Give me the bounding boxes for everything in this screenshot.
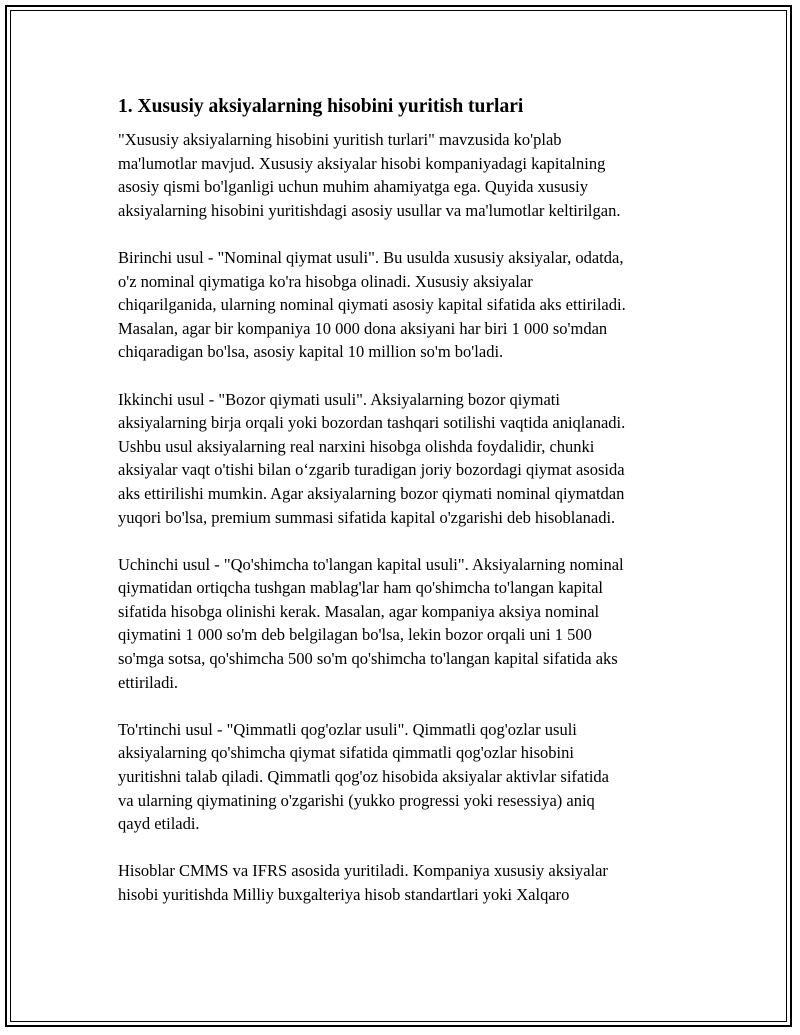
paragraph-standards bbox=[118, 859, 688, 906]
text-line: Birinchi usul - "Nominal qiymat usuli". Bu usulda xususiy aksiyalar, odatda, bbox=[118, 247, 624, 267]
text-line: To'rtinchi usul - "Qimmatli qog'ozlar usuli". Qimmatli qog'ozlar usuli bbox=[118, 719, 577, 739]
paragraph-third-method bbox=[118, 553, 688, 695]
text-line: qayd etiladi. bbox=[118, 814, 200, 834]
text-line: ettiriladi. bbox=[118, 672, 179, 692]
text-line: aksiyalarning birja orqali yoki bozordan tashqari sotilishi vaqtida aniqlanadi. bbox=[118, 413, 626, 433]
text-line: hisobi yuritishda Milliy buxgalteriya hisob standartlari yoki Xalqaro bbox=[118, 885, 570, 904]
text-line: Ushbu usul aksiyalarning real narxini hisobga olishda foydalidir, chunki bbox=[118, 436, 595, 456]
text-line: yuqori bo'lsa, premium summasi sifatida kapital o'zgarishi deb hisoblanadi. bbox=[118, 507, 616, 527]
text-line: "Xususiy aksiyalarning hisobini yuritish turlari" mavzusida ko'plab bbox=[118, 130, 562, 149]
paragraph-second-method bbox=[118, 388, 688, 530]
text-line: qiymatidan ortiqcha tushgan mablag'lar ham qo'shimcha to'langan kapital bbox=[118, 578, 603, 598]
paragraph-first-method bbox=[118, 246, 688, 364]
text-line: Uchinchi usul - "Qo'shimcha to'langan kapital usuli". Aksiyalarning nominal bbox=[118, 554, 624, 574]
text-line: aksiyalarning hisobini yuritishdagi asosiy usullar va ma'lumotlar keltirilgan. bbox=[118, 200, 621, 220]
text-line: chiqarilganida, ularning nominal qiymati asosiy kapital sifatida aks ettiriladi. bbox=[118, 295, 626, 315]
text-line: qiymatini 1 000 so'm deb belgilagan bo'lsa, lekin bozor orqali uni 1 500 bbox=[118, 625, 592, 645]
text-line: so'mga sotsa, qo'shimcha 500 so'm qo'shimcha to'langan kapital sifatida aks bbox=[118, 649, 618, 669]
text-line: aks ettirilishi mumkin. Agar aksiyalarning bozor qiymati nominal qiymatdan bbox=[118, 483, 625, 503]
text-line: va ularning qiymatining o'zgarishi (yukko progressi yoki resessiya) aniq bbox=[118, 790, 595, 810]
text-line: aksiyalarning qo'shimcha qiymat sifatida qimmatli qog'ozlar hisobini bbox=[118, 743, 574, 763]
text-line: asosiy qismi bo'lganligi uchun muhim ahamiyatga ega. Quyida xususiy bbox=[118, 177, 588, 197]
section-heading: 1. Xususiy aksiyalarning hisobini yuritish turlari bbox=[118, 96, 524, 117]
text-line: sifatida hisobga olinishi kerak. Masalan, agar kompaniya aksiya nominal bbox=[118, 601, 600, 621]
text-line: Hisoblar CMMS va IFRS asosida yuritiladi. Kompaniya xususiy aksiyalar bbox=[118, 861, 608, 881]
text-line: Ikkinchi usul - "Bozor qiymati usuli". Aksiyalarning bozor qiymati bbox=[118, 389, 560, 409]
text-line: yuritishni talab qiladi. Qimmatli qog'oz hisobida aksiyalar aktivlar sifatida bbox=[118, 767, 609, 787]
document-page bbox=[118, 94, 688, 930]
text-line: aksiyalar vaqt o'tishi bilan o‘zgarib turadigan joriy bozordagi qiymat asosida bbox=[118, 460, 625, 480]
text-line: ma'lumotlar mavjud. Xususiy aksiyalar hisobi kompaniyadagi kapitalning bbox=[118, 153, 606, 173]
text-line: chiqaradigan bo'lsa, asosiy kapital 10 million so'm bo'ladi. bbox=[118, 342, 504, 362]
text-line: o'z nominal qiymatiga ko'ra hisobga olinadi. Xususiy aksiyalar bbox=[118, 271, 533, 291]
paragraph-intro bbox=[118, 128, 688, 222]
text-line: Masalan, agar bir kompaniya 10 000 dona aksiyani har biri 1 000 so'mdan bbox=[118, 318, 608, 338]
paragraph-fourth-method bbox=[118, 718, 688, 836]
